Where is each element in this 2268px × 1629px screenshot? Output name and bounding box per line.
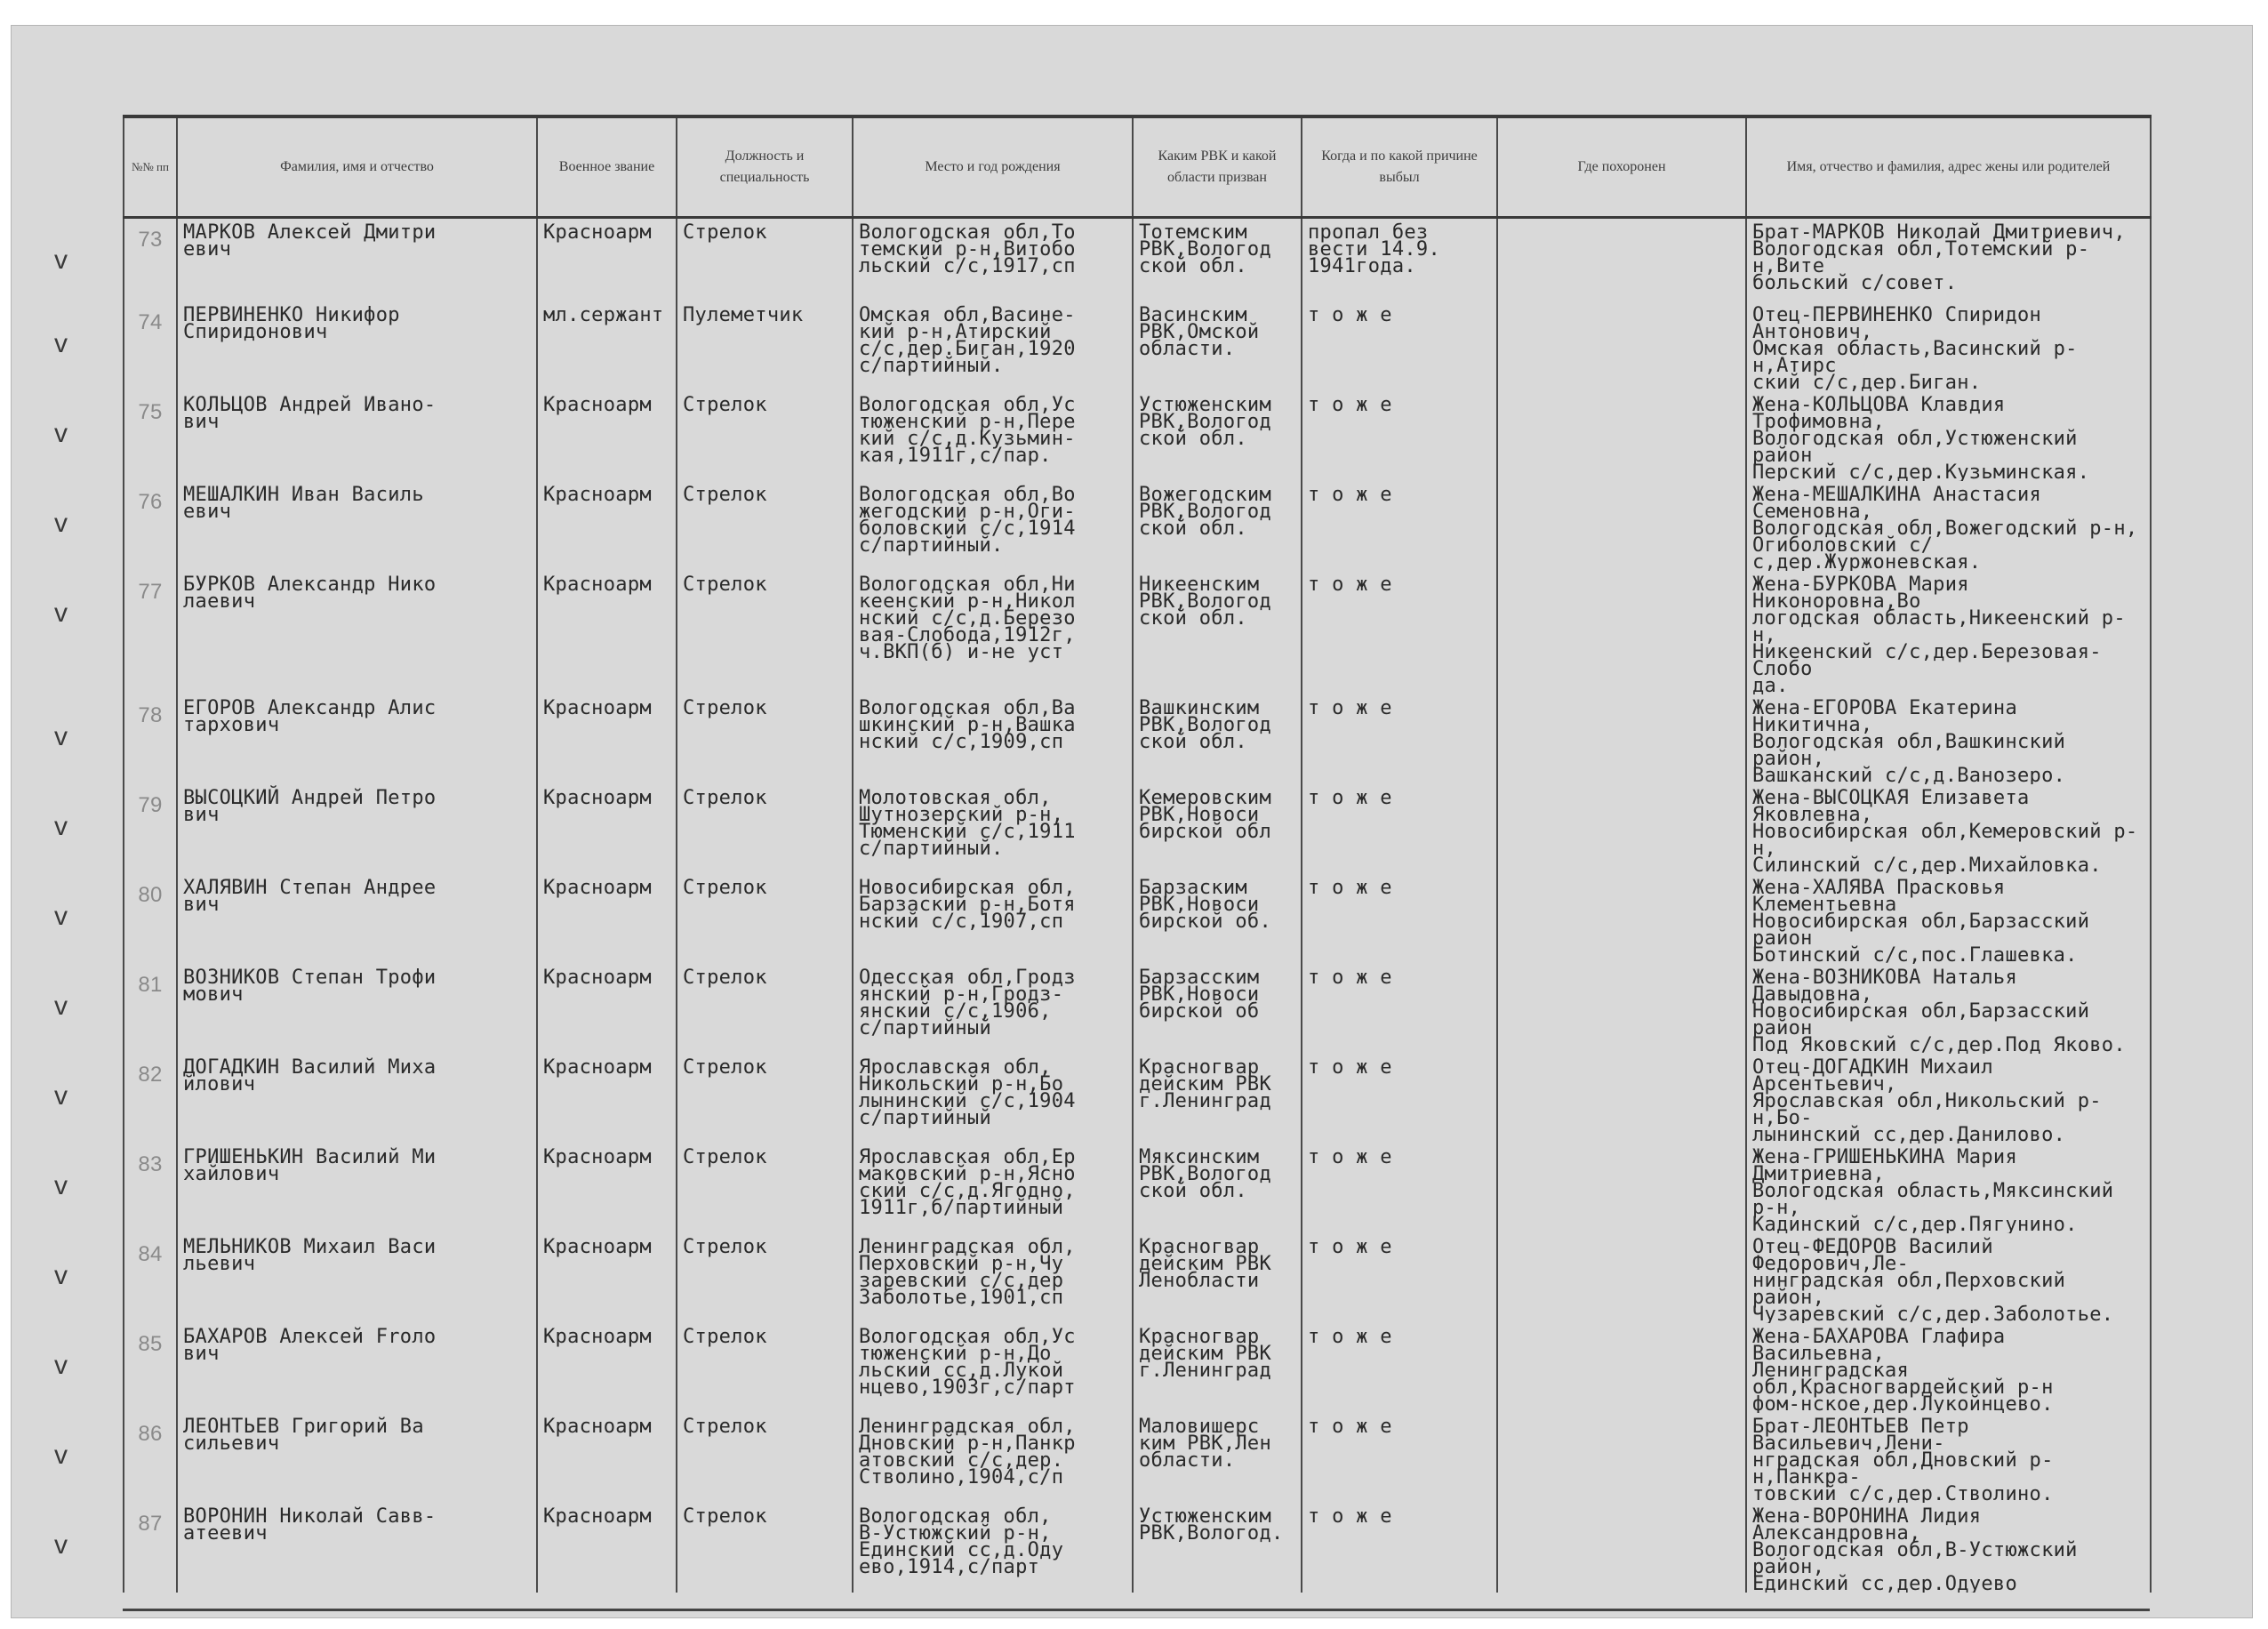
cell-relative: Жена-БУРКОВА Мария Никоноровна,Во логодская область,Никеенский р-н, Никеенский с/с,дер.Березовая-Слобо да.	[1746, 571, 2151, 694]
cell-rvk: Красногвар дейским РВК Ленобласти	[1133, 1233, 1302, 1323]
cell-when: т о ж е	[1302, 1054, 1497, 1144]
cell-rank: Красноарм	[537, 571, 677, 694]
margin-check-mark: v	[54, 508, 68, 538]
cell-rvk: Никеенским РВК,Вологод ской обл.	[1133, 571, 1302, 694]
cell-relative: Брат-МАРКОВ Николай Дмитриевич, Вологодская обл,Тотемский р-н,Вите больский с/совет.	[1746, 218, 2151, 301]
cell-num: 83	[124, 1144, 177, 1233]
cell-name: ВОЗНИКОВ Степан Трофи мович	[177, 964, 537, 1054]
cell-name: ЕГОРОВ Александр Алис тархович	[177, 694, 537, 784]
cell-rvk: Барзаским РВК,Новоси бирской об.	[1133, 874, 1302, 964]
cell-buried	[1497, 1323, 1746, 1413]
cell-rvk: Кемеровским РВК,Новоси бирской обл	[1133, 784, 1302, 874]
cell-num: 85	[124, 1323, 177, 1413]
cell-relative: Отец-ДОГАДКИН Михаил Арсентьевич, Ярославская обл,Никольский р-н,Бо- лынинский сс,дер.Данилово.	[1746, 1054, 2151, 1144]
cell-position: Стрелок	[677, 391, 853, 481]
cell-birth: Вологодская обл,Ус тюженский р-н,До льский сс,д.Лукой нцево,1903г,с/парт	[853, 1323, 1133, 1413]
header-num: №№ пп	[124, 116, 177, 218]
cell-position: Стрелок	[677, 1144, 853, 1233]
cell-rvk: Тотемским РВК,Вологод ской обл.	[1133, 218, 1302, 301]
cell-name: ПЕРВИНЕНКО Никифор Спиридонович	[177, 301, 537, 391]
cell-rank: Красноарм	[537, 1503, 677, 1593]
cell-buried	[1497, 1144, 1746, 1233]
header-rank: Военное звание	[537, 116, 677, 218]
cell-when: т о ж е	[1302, 1503, 1497, 1593]
cell-birth: Вологодская обл,Во жегодский р-н,Оги- боловский с/с,1914 с/партийный.	[853, 481, 1133, 571]
margin-check-mark: v	[54, 721, 68, 751]
cell-num: 73	[124, 218, 177, 301]
cell-when: т о ж е	[1302, 391, 1497, 481]
cell-rvk: Мяксинским РВК,Вологод ской обл.	[1133, 1144, 1302, 1233]
cell-num: 77	[124, 571, 177, 694]
margin-check-mark: v	[54, 811, 68, 841]
cell-birth: Одесская обл,Гродз янский р-н,Гродз- янский с/с,1906, с/партийный	[853, 964, 1133, 1054]
margin-check-mark: v	[54, 1170, 68, 1200]
cell-rvk: Устюженским РВК,Вологод ской обл.	[1133, 391, 1302, 481]
cell-when: т о ж е	[1302, 964, 1497, 1054]
cell-when: т о ж е	[1302, 694, 1497, 784]
margin-check-mark: v	[54, 245, 68, 275]
header-relative: Имя, отчество и фамилия, адрес жены или родителей	[1746, 116, 2151, 218]
cell-name: ВОРОНИН Николай Савв- атеевич	[177, 1503, 537, 1593]
cell-relative: Жена-ЕГОРОВА Екатерина Никитична, Вологодская обл,Вашкинский район, Вашканский с/с,д.Ванозеро.	[1746, 694, 2151, 784]
cell-when: т о ж е	[1302, 571, 1497, 694]
cell-position: Стрелок	[677, 481, 853, 571]
cell-num: 76	[124, 481, 177, 571]
cell-birth: Новосибирская обл, Барзаский р-н,Ботя нский с/с,1907,сп	[853, 874, 1133, 964]
cell-relative: Брат-ЛЕОНТЬЕВ Петр Васильевич,Лени- нградская обл,Дновский р-н,Панкра- товский с/с,дер.Стволино.	[1746, 1413, 2151, 1503]
cell-when: т о ж е	[1302, 1323, 1497, 1413]
cell-relative: Жена-ХАЛЯВА Прасковья Клементьевна Новосибирская обл,Барзасский район Ботинский с/с,пос.Глашевка.	[1746, 874, 2151, 964]
margin-check-mark: v	[54, 1440, 68, 1470]
cell-name: БАХАРОВ Алексей Froло вич	[177, 1323, 537, 1413]
cell-buried	[1497, 1054, 1746, 1144]
header-row	[124, 116, 2151, 218]
cell-num: 84	[124, 1233, 177, 1323]
document-sheet	[11, 25, 2253, 1618]
header-when: Когда и по какой причине выбыл	[1302, 116, 1497, 218]
margin-check-mark: v	[54, 1529, 68, 1560]
cell-rank: Красноарм	[537, 694, 677, 784]
cell-birth: Вологодская обл,Ва шкинский р-н,Вашка нский с/с,1909,сп	[853, 694, 1133, 784]
cell-rank: Красноарм	[537, 481, 677, 571]
cell-when: т о ж е	[1302, 301, 1497, 391]
cell-when: т о ж е	[1302, 1144, 1497, 1233]
cell-birth: Ленинградская обл, Перховский р-н,Чу заревский с/с,дер Заболотье,1901,сп	[853, 1233, 1133, 1323]
table-row	[124, 571, 2151, 694]
cell-when: т о ж е	[1302, 784, 1497, 874]
cell-buried	[1497, 784, 1746, 874]
cell-buried	[1497, 1503, 1746, 1593]
table-row	[124, 1503, 2151, 1593]
cell-rank: Красноарм	[537, 1233, 677, 1323]
table-row	[124, 1144, 2151, 1233]
table-row	[124, 481, 2151, 571]
cell-rvk: Васинским РВК,Омской области.	[1133, 301, 1302, 391]
cell-rank: Красноарм	[537, 964, 677, 1054]
cell-position: Стрелок	[677, 694, 853, 784]
cell-rvk: Барзасским РВК,Новоси бирской об	[1133, 964, 1302, 1054]
table-row	[124, 964, 2151, 1054]
cell-birth: Молотовская обл, Шутнозерский р-н, Тюменский с/с,1911 с/партийный.	[853, 784, 1133, 874]
cell-rank: Красноарм	[537, 1413, 677, 1503]
cell-rvk: Вожегодским РВК,Вологод ской обл.	[1133, 481, 1302, 571]
cell-num: 87	[124, 1503, 177, 1593]
cell-when: т о ж е	[1302, 1233, 1497, 1323]
cell-rank: Красноарм	[537, 1054, 677, 1144]
cell-relative: Жена-КОЛЬЦОВА Клавдия Трофимовна, Вологодская обл,Устюженский район Перский с/с,дер.Кузьминская.	[1746, 391, 2151, 481]
cell-position: Пулеметчик	[677, 301, 853, 391]
margin-check-mark: v	[54, 598, 68, 628]
cell-rank: Красноарм	[537, 1144, 677, 1233]
cell-position: Стрелок	[677, 571, 853, 694]
cell-birth: Ярославская обл, Никольский р-н,Бо лынинский с/с,1904 с/партийный	[853, 1054, 1133, 1144]
cell-rvk: Красногвар дейским РВК г.Ленинград	[1133, 1323, 1302, 1413]
margin-check-mark: v	[54, 1260, 68, 1290]
cell-rank: Красноарм	[537, 784, 677, 874]
cell-buried	[1497, 481, 1746, 571]
cell-buried	[1497, 218, 1746, 301]
cell-birth: Вологодская обл,То темский р-н,Витобо льский с/с,1917,сп	[853, 218, 1133, 301]
cell-buried	[1497, 301, 1746, 391]
casualty-register-table	[123, 115, 2152, 1593]
cell-rank: Красноарм	[537, 1323, 677, 1413]
cell-name: МЕЛЬНИКОВ Михаил Васи льевич	[177, 1233, 537, 1323]
cell-buried	[1497, 874, 1746, 964]
margin-check-mark: v	[54, 901, 68, 931]
cell-position: Стрелок	[677, 1054, 853, 1144]
cell-position: Стрелок	[677, 1323, 853, 1413]
cell-relative: Жена-МЕШАЛКИНА Анастасия Семеновна, Вологодская обл,Вожегодский р-н, Огиболовский с/с,дер.Журжоневская.	[1746, 481, 2151, 571]
cell-num: 86	[124, 1413, 177, 1503]
cell-birth: Вологодская обл,Ни кеенский р-н,Никол нский с/с,д.Березо вая-Слобода,1912г, ч.ВКП(б) и-не уст	[853, 571, 1133, 694]
cell-name: ВЫСОЦКИЙ Андрей Петро вич	[177, 784, 537, 874]
cell-when: т о ж е	[1302, 1413, 1497, 1503]
table-row	[124, 694, 2151, 784]
table-row	[124, 1323, 2151, 1413]
cell-num: 81	[124, 964, 177, 1054]
cell-birth: Ярославская обл,Ер маковский р-н,Ясно ский с/с,д.Ягодно, 1911г,б/партийный	[853, 1144, 1133, 1233]
cell-rank: Красноарм	[537, 391, 677, 481]
cell-rvk: Маловишерс ким РВК,Лен области.	[1133, 1413, 1302, 1503]
bottom-rule	[123, 1609, 2150, 1611]
cell-name: МЕШАЛКИН Иван Василь евич	[177, 481, 537, 571]
cell-rvk: Красногвар дейским РВК г.Ленинград	[1133, 1054, 1302, 1144]
table-row	[124, 1054, 2151, 1144]
header-buried: Где похоронен	[1497, 116, 1746, 218]
cell-name: ГРИШЕНЬКИН Василий Ми хайлович	[177, 1144, 537, 1233]
cell-position: Стрелок	[677, 1233, 853, 1323]
header-rvk: Каким РВК и какой области призван	[1133, 116, 1302, 218]
header-position: Должность и специальность	[677, 116, 853, 218]
cell-buried	[1497, 1233, 1746, 1323]
cell-name: МАРКОВ Алексей Дмитри евич	[177, 218, 537, 301]
cell-buried	[1497, 571, 1746, 694]
table-row	[124, 301, 2151, 391]
cell-position: Стрелок	[677, 874, 853, 964]
cell-buried	[1497, 391, 1746, 481]
table-row	[124, 784, 2151, 874]
cell-name: БУРКОВ Александр Нико лаевич	[177, 571, 537, 694]
cell-position: Стрелок	[677, 964, 853, 1054]
cell-position: Стрелок	[677, 1503, 853, 1593]
cell-position: Стрелок	[677, 1413, 853, 1503]
header-name: Фамилия, имя и отчество	[177, 116, 537, 218]
cell-name: ХАЛЯВИН Степан Андрее вич	[177, 874, 537, 964]
cell-birth: Ленинградская обл, Дновский р-н,Панкр атовский с/с,дер. Стволино,1904,с/п	[853, 1413, 1133, 1503]
table-row	[124, 874, 2151, 964]
margin-check-mark: v	[54, 328, 68, 358]
margin-check-mark: v	[54, 1350, 68, 1380]
cell-birth: Омская обл,Васине- кий р-н,Атирский с/с,дер.Биган,1920 с/партийный.	[853, 301, 1133, 391]
cell-relative: Жена-БАХАРОВА Глафира Васильевна, Ленинградская обл,Красногвардейский р-н фом-нское,дер.Лукойнцево.	[1746, 1323, 2151, 1413]
cell-rank: Красноарм	[537, 874, 677, 964]
margin-check-mark: v	[54, 418, 68, 448]
cell-rvk: Вашкинским РВК,Вологод ской обл.	[1133, 694, 1302, 784]
cell-num: 74	[124, 301, 177, 391]
table-row	[124, 391, 2151, 481]
cell-name: ДОГАДКИН Василий Миха йлович	[177, 1054, 537, 1144]
table-row	[124, 1233, 2151, 1323]
cell-num: 78	[124, 694, 177, 784]
margin-check-mark: v	[54, 991, 68, 1021]
cell-buried	[1497, 964, 1746, 1054]
cell-name: ЛЕОНТЬЕВ Григорий Ва сильевич	[177, 1413, 537, 1503]
table-row	[124, 1413, 2151, 1503]
cell-position: Стрелок	[677, 218, 853, 301]
cell-birth: Вологодская обл, В-Устюжский р-н, Единский сс,д.Оду ево,1914,с/парт	[853, 1503, 1133, 1593]
cell-relative: Отец-ФЕДОРОВ Василий Федорович,Ле- нинградская обл,Перховский район, Чузаревский с/с,дер.Заболотье.	[1746, 1233, 2151, 1323]
cell-relative: Жена-ВЫСОЦКАЯ Елизавета Яковлевна, Новосибирская обл,Кемеровский р-н, Силинский с/с,дер.Михайловка.	[1746, 784, 2151, 874]
cell-num: 79	[124, 784, 177, 874]
cell-relative: Жена-ВОЗНИКОВА Наталья Давыдовна, Новосибирская обл,Барзасский район Под Яковский с/с,дер.Под Яково.	[1746, 964, 2151, 1054]
cell-birth: Вологодская обл,Ус тюженский р-н,Пере кий с/с,д.Кузьмин- кая,1911г,с/пар.	[853, 391, 1133, 481]
header-birth: Место и год рождения	[853, 116, 1133, 218]
cell-buried	[1497, 1413, 1746, 1503]
table-row	[124, 218, 2151, 301]
cell-when: т о ж е	[1302, 874, 1497, 964]
cell-rank: Красноарм	[537, 218, 677, 301]
cell-name: КОЛЬЦОВ Андрей Ивано- вич	[177, 391, 537, 481]
cell-num: 82	[124, 1054, 177, 1144]
cell-rank: мл.сержант	[537, 301, 677, 391]
cell-num: 80	[124, 874, 177, 964]
margin-check-mark: v	[54, 1080, 68, 1111]
cell-rvk: Устюженским РВК,Вологод.	[1133, 1503, 1302, 1593]
cell-relative: Отец-ПЕРВИНЕНКО Спиридон Антонович, Омская область,Васинский р-н,Атирс ский с/с,дер.Биган.	[1746, 301, 2151, 391]
cell-position: Стрелок	[677, 784, 853, 874]
cell-relative: Жена-ГРИШЕНЬКИНА Мария Дмитриевна, Вологодская область,Мяксинский р-н, Кадинский с/с,дер.Пягунино.	[1746, 1144, 2151, 1233]
cell-relative: Жена-ВОРОНИНА Лидия Александровна, Вологодская обл,В-Устюжский район, Единский сс,дер.Одуево	[1746, 1503, 2151, 1593]
cell-num: 75	[124, 391, 177, 481]
cell-buried	[1497, 694, 1746, 784]
cell-when: пропал без вести 14.9. 1941года.	[1302, 218, 1497, 301]
cell-when: т о ж е	[1302, 481, 1497, 571]
